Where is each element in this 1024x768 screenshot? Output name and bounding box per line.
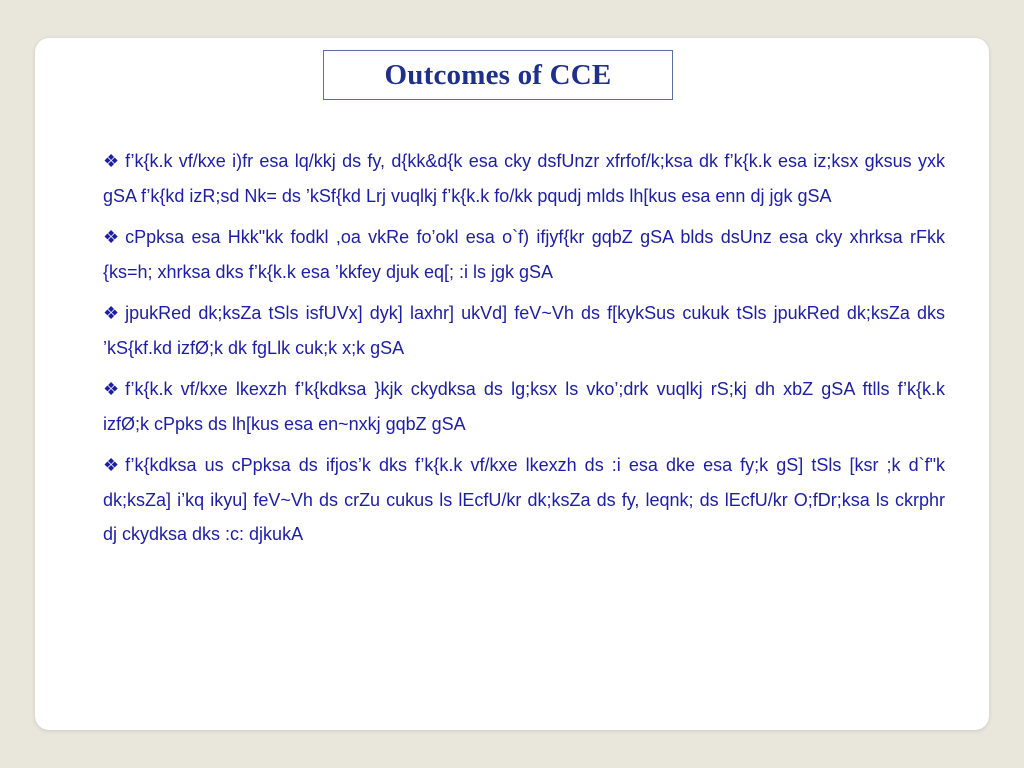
bullet-text: f’k{k.k vf/kxe i)fr esa lq/kkj ds fy, d{kk&d{k esa cky dsfUnzr xfrfof/k;ksa dk f’k{k.k esa iz;ksx gksus yxk gSA f’k{kd izR;sd Nk= ds ’kSf{kd Lrj vuqlkj f’k{k.k fo/kk pqudj mlds lh[kus esa enn dj jgk gSA [103,151,945,206]
bullet-item [103,220,945,289]
diamond-bullet-icon: ❖ [103,151,120,171]
diamond-bullet-icon: ❖ [103,379,120,399]
bullet-item [103,144,945,213]
diamond-bullet-icon: ❖ [103,303,120,323]
bullet-text: jpukRed dk;ksZa tSls isfUVx] dyk] laxhr] ukVd] feV~Vh ds f[kykSus cukuk tSls jpukRed dk;ksZa dks ’kS{kf.kd izfØ;k dk fgLlk cuk;k x;k gSA [103,303,945,358]
bullet-text: cPpksa esa Hkk"kk fodkl ,oa vkRe fo’okl esa o`f) ifjyf{kr gqbZ gSA blds dsUnz esa cky xhrksa rFkk {ks=h; xhrksa dks f’k{k.k esa ’kkfey djuk eq[; :i ls jgk gSA [103,227,945,282]
bullet-text: f’k{kdksa us cPpksa ds ifjos’k dks f’k{k.k vf/kxe lkexzh ds :i esa dke esa fy;k gS] tSls [ksr ;k d`f"k dk;ksZa] i’kq ikyu] feV~Vh ds crZu cukus ls lEcfU/kr dk;ksZa ds fy, leqnk; ds lEcfU/kr O;fDr;ksa ls ckrphr dj ckydksa dks :c: djkukA [103,455,945,544]
bullet-item [103,296,945,365]
diamond-bullet-icon: ❖ [103,227,120,247]
slide [35,38,989,730]
bullet-item [103,372,945,441]
bullet-text: f’k{k.k vf/kxe lkexzh f’k{kdksa }kjk ckydksa ds lg;ksx ls vko’;drk vuqlkj rS;kj dh xbZ gSA ftlls f’k{k.k izfØ;k cPpks ds lh[kus esa en~nxkj gqbZ gSA [103,379,945,434]
title-box [323,50,673,100]
slide-title: Outcomes of CCE [384,58,612,91]
bullet-item [103,448,945,552]
diamond-bullet-icon: ❖ [103,455,120,475]
bullet-list [103,144,945,559]
